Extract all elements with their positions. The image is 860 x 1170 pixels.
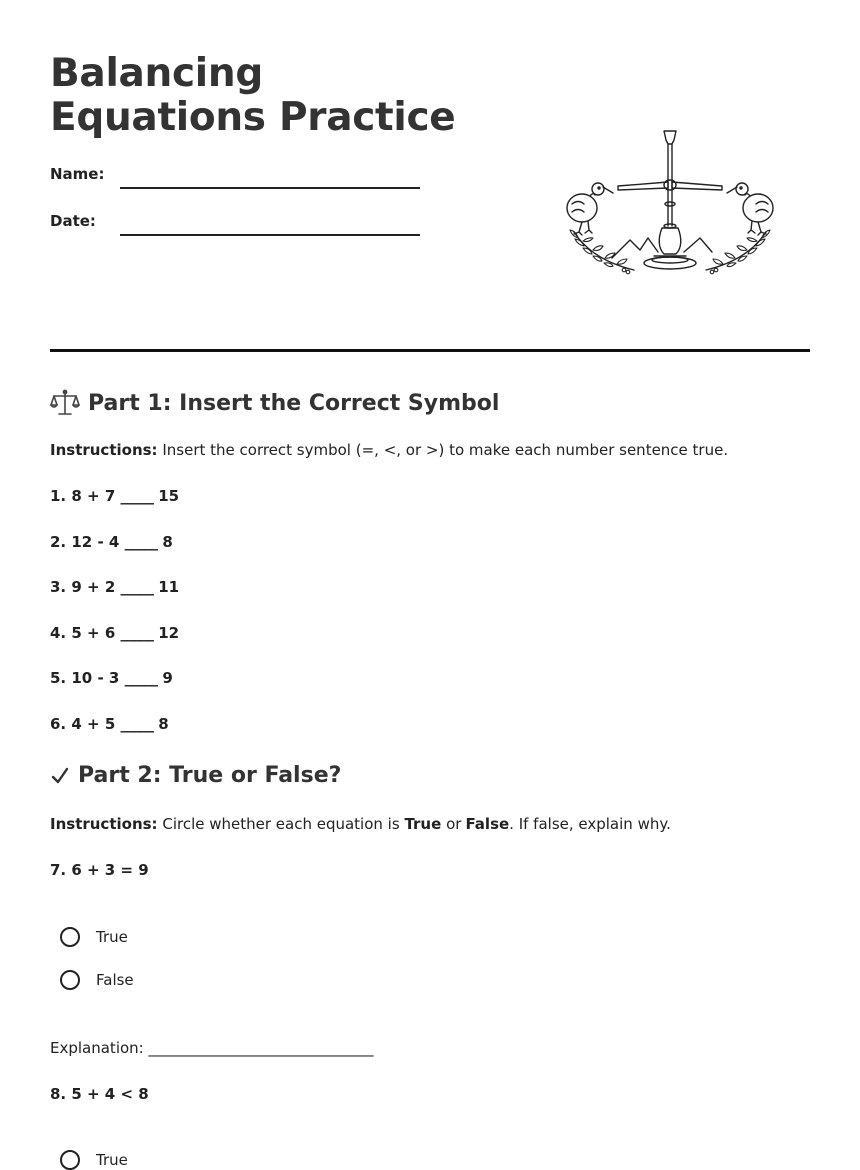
name-field[interactable] bbox=[120, 187, 420, 189]
option-label: False bbox=[96, 971, 134, 989]
page-title: Balancing Equations Practice bbox=[50, 51, 456, 140]
word-true: True bbox=[404, 815, 442, 833]
part2-instructions bbox=[50, 815, 671, 833]
answer-blank[interactable]: _____ bbox=[120, 715, 153, 733]
question-number: 4. bbox=[50, 624, 67, 642]
part2-title: Part 2: True or False? bbox=[78, 763, 342, 788]
answer-blank[interactable]: _____ bbox=[124, 669, 158, 687]
question-left: 9 + 2 bbox=[71, 578, 116, 596]
question-2 bbox=[50, 533, 173, 551]
option-false-7[interactable] bbox=[60, 970, 134, 990]
question-8: 8. 5 + 4 < 8 bbox=[50, 1085, 149, 1103]
option-true-7[interactable] bbox=[60, 927, 128, 947]
question-right: 8 bbox=[162, 533, 173, 551]
question-1 bbox=[50, 487, 179, 505]
question-left: 12 - 4 bbox=[71, 533, 120, 551]
answer-blank[interactable]: _____ bbox=[124, 533, 158, 551]
question-number: 2. bbox=[50, 533, 67, 551]
word-or: or bbox=[446, 815, 462, 833]
question-number: 5. bbox=[50, 669, 67, 687]
question-4 bbox=[50, 624, 179, 642]
radio-circle[interactable] bbox=[60, 970, 80, 990]
answer-blank[interactable]: _____ bbox=[120, 578, 153, 596]
question-left: 4 + 5 bbox=[71, 715, 116, 733]
part2-heading bbox=[50, 763, 341, 788]
option-label: True bbox=[96, 1151, 128, 1169]
part1-instructions bbox=[50, 441, 728, 459]
instructions-pre: Circle whether each equation is bbox=[162, 815, 400, 833]
word-false: False bbox=[465, 815, 510, 833]
option-label: True bbox=[96, 928, 128, 946]
answer-blank[interactable]: _____ bbox=[120, 624, 153, 642]
section-divider bbox=[50, 349, 810, 352]
question-right: 12 bbox=[158, 624, 180, 642]
date-label: Date: bbox=[50, 212, 96, 230]
instructions-text: Insert the correct symbol (=, <, or >) to make each number sentence true. bbox=[162, 441, 729, 459]
question-7: 7. 6 + 3 = 9 bbox=[50, 861, 149, 879]
question-number: 3. bbox=[50, 578, 67, 596]
name-label: Name: bbox=[50, 165, 105, 183]
question-right: 11 bbox=[158, 578, 180, 596]
question-right: 15 bbox=[158, 487, 180, 505]
explanation-field[interactable]: Explanation: ______________________________ bbox=[50, 1039, 374, 1057]
question-3 bbox=[50, 578, 179, 596]
check-mark-icon bbox=[50, 766, 70, 786]
question-6 bbox=[50, 715, 169, 733]
part1-title: Part 1: Insert the Correct Symbol bbox=[88, 390, 500, 416]
question-right: 9 bbox=[162, 669, 173, 687]
question-left: 8 + 7 bbox=[71, 487, 116, 505]
question-5 bbox=[50, 669, 173, 687]
option-true-8[interactable] bbox=[60, 1150, 128, 1170]
instructions-label: Instructions: bbox=[50, 815, 158, 833]
instructions-post: . If false, explain why. bbox=[509, 815, 671, 833]
question-number: 1. bbox=[50, 487, 67, 505]
instructions-label: Instructions: bbox=[50, 441, 158, 459]
question-left: 10 - 3 bbox=[71, 669, 120, 687]
question-number: 6. bbox=[50, 715, 67, 733]
question-right: 8 bbox=[158, 715, 169, 733]
balance-scale-emoji-icon bbox=[50, 388, 80, 418]
radio-circle[interactable] bbox=[60, 927, 80, 947]
date-field[interactable] bbox=[120, 234, 420, 236]
radio-circle[interactable] bbox=[60, 1150, 80, 1170]
balance-scale-with-birds-illustration bbox=[562, 126, 778, 280]
answer-blank[interactable]: _____ bbox=[120, 487, 153, 505]
question-left: 5 + 6 bbox=[71, 624, 116, 642]
part1-heading bbox=[50, 388, 499, 418]
